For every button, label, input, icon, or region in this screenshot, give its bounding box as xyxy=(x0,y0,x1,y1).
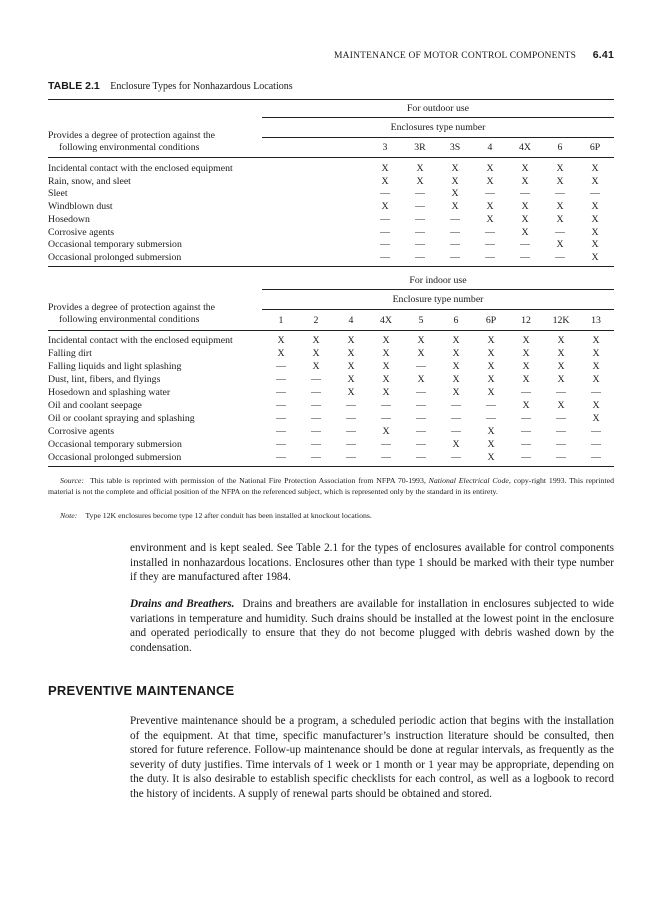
table-cell: X xyxy=(521,213,529,225)
table-cell: — xyxy=(276,399,286,411)
table-cell: X xyxy=(521,201,529,213)
table-cell: X xyxy=(382,347,390,359)
table-cell: — xyxy=(416,438,426,450)
table-cell: X xyxy=(382,386,390,398)
table-cell: — xyxy=(380,251,390,263)
running-head-title: MAINTENANCE OF MOTOR CONTROL COMPONENTS xyxy=(334,51,577,61)
table-row xyxy=(48,252,614,264)
table-cell: X xyxy=(347,347,355,359)
table-cell: X xyxy=(557,373,565,385)
table-cell: — xyxy=(416,412,426,424)
table-cell: — xyxy=(556,425,566,437)
row-label: Windblown dust xyxy=(48,201,113,213)
table-top-rule xyxy=(48,99,614,100)
table-cell: — xyxy=(380,226,390,238)
table-bottom-rule xyxy=(48,466,614,467)
indoor-column-header: 6P xyxy=(485,315,497,326)
row-label: Corrosive agents xyxy=(48,425,115,437)
indoor-column-header: 6 xyxy=(453,315,459,326)
table-cell: — xyxy=(276,360,286,372)
table-cell: — xyxy=(276,451,286,463)
table-cell: X xyxy=(452,373,460,385)
table-cell: X xyxy=(486,201,494,213)
table-cell: — xyxy=(416,451,426,463)
table-cell: — xyxy=(415,188,425,200)
table-cell: X xyxy=(312,360,320,372)
table-cell: X xyxy=(347,386,355,398)
table-row xyxy=(48,348,614,360)
table-cell: — xyxy=(311,425,321,437)
table-title: Enclosure Types for Nonhazardous Locations xyxy=(110,81,293,92)
outdoor-column-header: 4 xyxy=(487,142,493,153)
table-cell: X xyxy=(521,175,529,187)
indoor-column-header: 4 xyxy=(348,315,354,326)
indoor-group-rule xyxy=(262,309,614,310)
indoor-column-header: 5 xyxy=(418,315,424,326)
table-cell: X xyxy=(522,399,530,411)
table-cell: X xyxy=(556,239,564,251)
table-cell: — xyxy=(311,451,321,463)
table-cell: — xyxy=(591,451,601,463)
table-cell: — xyxy=(450,251,460,263)
table-cell: X xyxy=(452,335,460,346)
table-cell: — xyxy=(556,412,566,424)
indoor-top-rule xyxy=(48,266,614,267)
source-label: Source: xyxy=(60,476,84,485)
indoor-column-header: 13 xyxy=(591,315,601,326)
table-cell: X xyxy=(417,347,425,359)
paragraph-enclosure: environment and is kept sealed. See Table 2.1 for the types of enclosures available for control components installed in nonhazardous locations. Enclosures other than type 1 should be marked with their type number if they are manufactured after 1984. xyxy=(130,542,614,584)
table-source xyxy=(48,476,614,497)
outdoor-column-header: 3S xyxy=(449,142,461,153)
table-cell: X xyxy=(592,412,600,424)
table-cell: X xyxy=(381,201,389,213)
table-cell: — xyxy=(556,386,566,398)
table-cell: X xyxy=(381,163,389,174)
table-cell: — xyxy=(346,451,356,463)
page-number: 6.41 xyxy=(592,49,614,61)
table-number: TABLE 2.1 xyxy=(48,80,100,92)
drains-text: Drains and breathers are available for installation in enclosures subjected to wide variations in temperature and humidity. Such drains should be installed at the lowest point in the enclosure and operated periodically to ensure that they do not become plugged with debris washed down by the condensation. xyxy=(130,598,614,654)
outdoor-row-header xyxy=(48,130,268,153)
table-cell: X xyxy=(487,386,495,398)
table-cell: X xyxy=(556,201,564,213)
outdoor-group-title: Enclosures type number xyxy=(390,122,486,133)
table-row xyxy=(48,426,614,438)
table-cell: X xyxy=(382,425,390,437)
table-cell: X xyxy=(592,360,600,372)
table-cell: X xyxy=(522,335,530,346)
table-row xyxy=(48,188,614,200)
indoor-section-title: For indoor use xyxy=(409,275,467,286)
table-row xyxy=(48,361,614,373)
indoor-column-header: 12 xyxy=(521,315,531,326)
row-label: Occasional prolonged submersion xyxy=(48,251,182,263)
table-cell: X xyxy=(592,373,600,385)
source-text-italic: National Electrical Code xyxy=(428,476,509,485)
row-label: Hosedown and splashing water xyxy=(48,386,171,398)
table-cell: X xyxy=(556,213,564,225)
table-cell: — xyxy=(415,226,425,238)
indoor-column-header: 4X xyxy=(380,315,392,326)
row-label: Falling dirt xyxy=(48,347,92,359)
table-cell: X xyxy=(487,425,495,437)
table-cell: — xyxy=(416,386,426,398)
table-cell: — xyxy=(450,213,460,225)
table-cell: — xyxy=(591,438,601,450)
table-cell: — xyxy=(590,188,600,200)
table-cell: X xyxy=(277,347,285,359)
row-label: Oil and coolant seepage xyxy=(48,399,142,411)
table-row xyxy=(48,239,614,251)
outdoor-row-header-line1: Provides a degree of protection against the xyxy=(48,130,216,141)
table-cell: — xyxy=(486,399,496,411)
indoor-header-rule xyxy=(48,330,614,331)
table-cell: — xyxy=(485,239,495,251)
outdoor-column-header: 3R xyxy=(414,142,426,153)
outdoor-header-rule xyxy=(48,157,614,158)
table-row xyxy=(48,214,614,226)
table-cell: X xyxy=(381,175,389,187)
table-cell: X xyxy=(522,347,530,359)
table-cell: — xyxy=(276,425,286,437)
table-row xyxy=(48,374,614,386)
table-cell: X xyxy=(452,347,460,359)
running-head xyxy=(48,49,614,61)
table-cell: — xyxy=(311,373,321,385)
table-cell: X xyxy=(521,226,529,238)
table-cell: — xyxy=(416,399,426,411)
table-cell: — xyxy=(346,425,356,437)
table-cell: — xyxy=(591,425,601,437)
table-cell: — xyxy=(451,425,461,437)
table-cell: X xyxy=(382,360,390,372)
table-cell: X xyxy=(487,335,495,346)
table-cell: X xyxy=(452,386,460,398)
table-cell: X xyxy=(592,347,600,359)
table-cell: X xyxy=(417,335,425,346)
table-cell: X xyxy=(591,175,599,187)
table-row xyxy=(48,413,614,425)
row-label: Sleet xyxy=(48,188,68,200)
table-cell: — xyxy=(521,451,531,463)
table-cell: — xyxy=(276,412,286,424)
row-label: Oil or coolant spraying and splashing xyxy=(48,412,195,424)
table-cell: — xyxy=(485,188,495,200)
table-cell: X xyxy=(312,347,320,359)
table-cell: X xyxy=(416,163,424,174)
outdoor-row-header-line2: following environmental conditions xyxy=(59,141,200,153)
table-cell: X xyxy=(557,360,565,372)
table-cell: X xyxy=(592,399,600,411)
row-label: Occasional temporary submersion xyxy=(48,239,182,251)
table-cell: X xyxy=(556,175,564,187)
table-cell: X xyxy=(591,251,599,263)
table-cell: — xyxy=(381,438,391,450)
row-label: Hosedown xyxy=(48,213,90,225)
table-cell: — xyxy=(380,239,390,251)
table-cell: X xyxy=(347,360,355,372)
table-cell: — xyxy=(451,412,461,424)
table-cell: — xyxy=(381,451,391,463)
table-cell: — xyxy=(555,251,565,263)
outdoor-column-header: 3 xyxy=(382,142,388,153)
row-label: Falling liquids and light splashing xyxy=(48,360,182,372)
table-cell: X xyxy=(557,347,565,359)
table-cell: — xyxy=(276,438,286,450)
row-label: Occasional temporary submersion xyxy=(48,438,182,450)
table-cell: X xyxy=(452,438,460,450)
outdoor-column-header: 6 xyxy=(557,142,563,153)
table-cell: — xyxy=(415,213,425,225)
table-cell: — xyxy=(555,226,565,238)
table-row xyxy=(48,452,614,464)
indoor-group-title: Enclosure type number xyxy=(392,294,484,305)
paragraph-drains xyxy=(130,597,614,655)
table-cell: X xyxy=(451,188,459,200)
table-row xyxy=(48,335,614,347)
paragraph-preventive: Preventive maintenance should be a program, a scheduled periodic action that begins with the installation of the equipment. At that time, specific manufacturer’s instruction literature should be consulted, then stored for future reference. Follow-up maintenance should be done at regular intervals, as frequently as the severity of duty justifies. Time intervals of 1 week or 1 month or 1 year may be appropriate, depending on the duty. It is also desirable to establish specific checklists for each control, as well as a logbook to record the history of incidents. A supply of renewal parts should be obtained and stored. xyxy=(130,715,614,800)
outdoor-column-header: 4X xyxy=(519,142,531,153)
table-cell: — xyxy=(380,213,390,225)
table-row xyxy=(48,387,614,399)
table-cell: — xyxy=(521,412,531,424)
table-cell: — xyxy=(346,412,356,424)
table-cell: X xyxy=(556,163,564,174)
row-label: Dust, lint, fibers, and flyings xyxy=(48,373,161,385)
row-label: Incidental contact with the enclosed equipment xyxy=(48,163,233,174)
table-cell: X xyxy=(347,373,355,385)
indoor-section-rule xyxy=(262,289,614,290)
indoor-column-header: 12K xyxy=(552,315,570,326)
outdoor-section-title: For outdoor use xyxy=(406,103,470,114)
table-cell: X xyxy=(451,163,459,174)
table-cell: — xyxy=(486,412,496,424)
table-cell: — xyxy=(276,373,286,385)
table-cell: X xyxy=(452,360,460,372)
table-cell: — xyxy=(555,188,565,200)
table-cell: X xyxy=(557,335,565,346)
drains-run-in-heading: Drains and Breathers. xyxy=(130,598,235,610)
table-cell: — xyxy=(346,399,356,411)
table-cell: X xyxy=(522,373,530,385)
note-text: Type 12K enclosures become type 12 after conduit has been installed at knockout locations. xyxy=(85,511,372,520)
table-cell: — xyxy=(520,188,530,200)
row-label: Corrosive agents xyxy=(48,226,115,238)
table-cell: — xyxy=(276,386,286,398)
table-cell: — xyxy=(311,399,321,411)
table-row xyxy=(48,227,614,239)
indoor-row-header-line2: following environmental conditions xyxy=(59,313,200,325)
table-row xyxy=(48,176,614,188)
table-cell: — xyxy=(485,226,495,238)
table-cell: — xyxy=(380,188,390,200)
table-cell: X xyxy=(451,201,459,213)
outdoor-group-rule xyxy=(262,137,614,138)
table-cell: — xyxy=(311,386,321,398)
table-cell: X xyxy=(486,163,494,174)
table-cell: — xyxy=(591,386,601,398)
table-cell: X xyxy=(591,163,599,174)
table-cell: — xyxy=(450,239,460,251)
indoor-column-header: 2 xyxy=(313,315,319,326)
table-cell: X xyxy=(347,335,355,346)
table-cell: X xyxy=(591,239,599,251)
table-cell: — xyxy=(416,360,426,372)
table-cell: — xyxy=(521,438,531,450)
outdoor-column-header: 6P xyxy=(589,142,601,153)
table-cell: X xyxy=(486,213,494,225)
table-cell: X xyxy=(591,213,599,225)
indoor-row-header-line1: Provides a degree of protection against the xyxy=(48,302,216,313)
table-cell: — xyxy=(450,226,460,238)
table-cell: — xyxy=(521,386,531,398)
table-cell: — xyxy=(415,201,425,213)
table-caption xyxy=(48,80,293,92)
table-cell: X xyxy=(487,347,495,359)
table-cell: — xyxy=(311,412,321,424)
row-label: Incidental contact with the enclosed equipment xyxy=(48,335,233,346)
indoor-column-header: 1 xyxy=(278,315,284,326)
row-label: Occasional prolonged submersion xyxy=(48,451,182,463)
source-text-a: This table is reprinted with permission of the National Fire Protection Association from NFPA 70-1993, xyxy=(89,476,426,485)
table-row xyxy=(48,163,614,175)
table-cell: X xyxy=(521,163,529,174)
table-row xyxy=(48,400,614,412)
table-cell: — xyxy=(311,438,321,450)
table-cell: X xyxy=(591,201,599,213)
table-row xyxy=(48,201,614,213)
table-cell: — xyxy=(415,239,425,251)
table-cell: X xyxy=(487,451,495,463)
table-cell: — xyxy=(416,425,426,437)
table-cell: X xyxy=(312,335,320,346)
table-cell: X xyxy=(416,175,424,187)
table-cell: X xyxy=(382,335,390,346)
table-cell: X xyxy=(522,360,530,372)
table-cell: X xyxy=(487,438,495,450)
outdoor-section-rule xyxy=(262,117,614,118)
table-cell: X xyxy=(486,175,494,187)
table-cell: — xyxy=(451,399,461,411)
source-text-b: , copy-right 1993. This reprinted material is not the complete and official position of the NFPA on the referenced subject, which is represented only by the standard in its entirety. xyxy=(48,476,614,496)
table-cell: X xyxy=(277,335,285,346)
table-cell: — xyxy=(521,425,531,437)
table-cell: — xyxy=(346,438,356,450)
table-cell: X xyxy=(417,373,425,385)
table-cell: — xyxy=(520,239,530,251)
table-cell: — xyxy=(556,438,566,450)
table-cell: — xyxy=(415,251,425,263)
table-cell: — xyxy=(381,399,391,411)
table-row xyxy=(48,439,614,451)
table-cell: — xyxy=(451,451,461,463)
table-cell: X xyxy=(487,360,495,372)
note-label: Note: xyxy=(60,511,78,520)
table-cell: — xyxy=(381,412,391,424)
table-cell: X xyxy=(451,175,459,187)
table-cell: — xyxy=(556,451,566,463)
table-cell: — xyxy=(485,251,495,263)
table-note xyxy=(48,511,614,520)
table-cell: X xyxy=(591,226,599,238)
table-cell: — xyxy=(520,251,530,263)
indoor-row-header xyxy=(48,302,268,325)
table-cell: X xyxy=(592,335,600,346)
table-cell: X xyxy=(382,373,390,385)
row-label: Rain, snow, and sleet xyxy=(48,175,131,187)
table-cell: X xyxy=(557,399,565,411)
table-cell: X xyxy=(487,373,495,385)
section-heading: PREVENTIVE MAINTENANCE xyxy=(48,683,235,698)
